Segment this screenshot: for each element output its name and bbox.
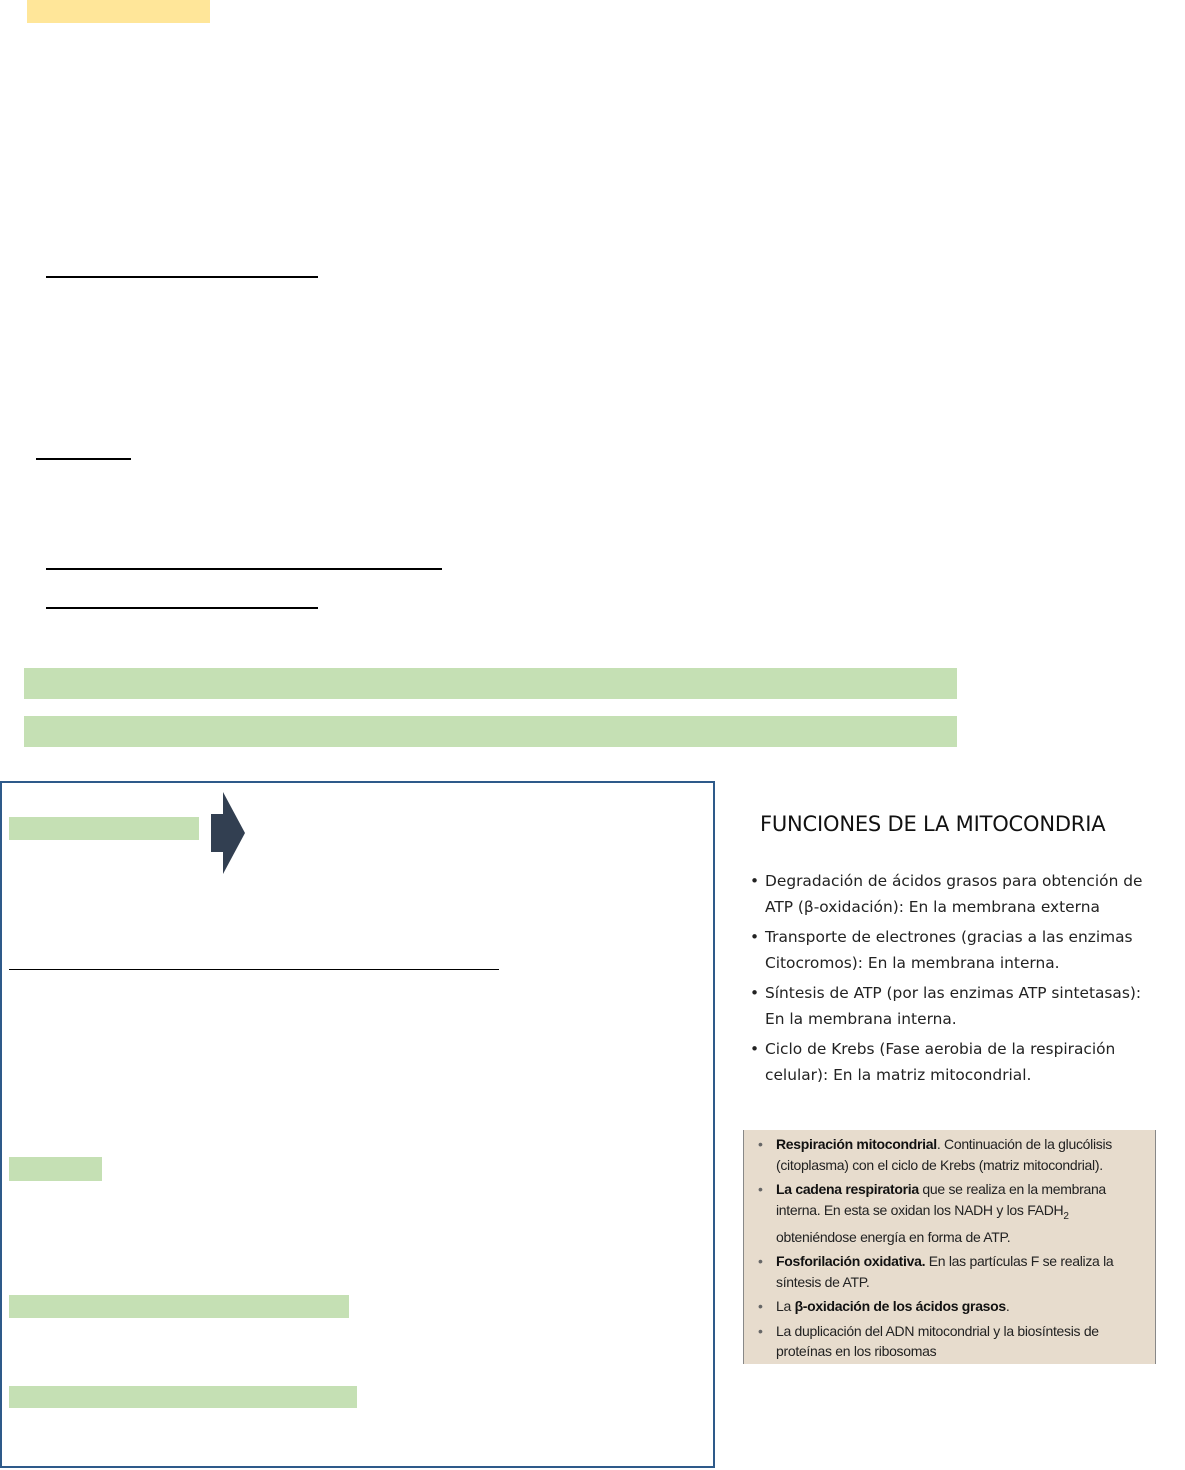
highlight-bar-wide-1: [24, 668, 957, 699]
box-highlight-2: [9, 1157, 102, 1181]
functions-item: • Ciclo de Krebs (Fase aerobia de la respiración celular): En la matriz mitocondrial.: [750, 1036, 1160, 1088]
functions-item: • Síntesis de ATP (por las enzimas ATP sintetasas): En la membrana interna.: [750, 980, 1160, 1032]
notes-box: [0, 781, 715, 1468]
bullet-icon: •: [758, 1253, 763, 1270]
highlight-bar-top: [27, 0, 210, 23]
box-highlight-1: [9, 817, 199, 840]
beige-panel: [743, 1130, 1156, 1364]
functions-item: • Degradación de ácidos grasos para obtención de ATP (β-oxidación): En la membrana externa: [750, 868, 1160, 920]
box-underline: [9, 969, 499, 970]
bullet-icon: •: [758, 1322, 763, 1339]
bullet-icon: •: [758, 1136, 763, 1152]
functions-list: [750, 868, 1160, 1092]
underline-4: [46, 607, 318, 609]
bullet-icon: •: [758, 1181, 763, 1197]
beige-item: • La duplicación del ADN mitocondrial y la biosíntesis de proteínas en los ribosomas: [758, 1322, 1099, 1360]
bullet-icon: •: [750, 872, 760, 890]
bullet-icon: •: [750, 928, 760, 946]
highlight-bar-wide-2: [24, 716, 957, 747]
arrow-right-icon: [223, 792, 245, 874]
bullet-icon: •: [750, 1040, 760, 1058]
underline-2: [36, 458, 131, 460]
beige-item: • Respiración mitocondrial. Continuación de la glucólisis (citoplasma) con el ciclo de Krebs (matriz mitocondrial).: [758, 1136, 1112, 1173]
bullet-icon: •: [758, 1298, 763, 1315]
box-highlight-4: [9, 1386, 357, 1408]
underline-3: [46, 568, 442, 570]
beige-item: • La β-oxidación de los ácidos grasos.: [758, 1296, 1143, 1317]
functions-item: • Transporte de electrones (gracias a las enzimas Citocromos): En la membrana interna.: [750, 924, 1160, 976]
bullet-icon: •: [750, 984, 760, 1002]
beige-item: • La cadena respiratoria que se realiza en la membrana interna. En esta se oxidan los NADH y los $FADH_2$ obteniéndose energía en forma de ATP.: [758, 1181, 1106, 1245]
box-highlight-3: [9, 1295, 349, 1318]
underline-1: [46, 276, 318, 278]
arrow-stem: [211, 814, 223, 852]
functions-title: FUNCIONES DE LA MITOCONDRIA: [760, 812, 1106, 836]
beige-item: • Fosforilación oxidativa. En las partículas F se realiza la síntesis de ATP.: [758, 1253, 1114, 1290]
